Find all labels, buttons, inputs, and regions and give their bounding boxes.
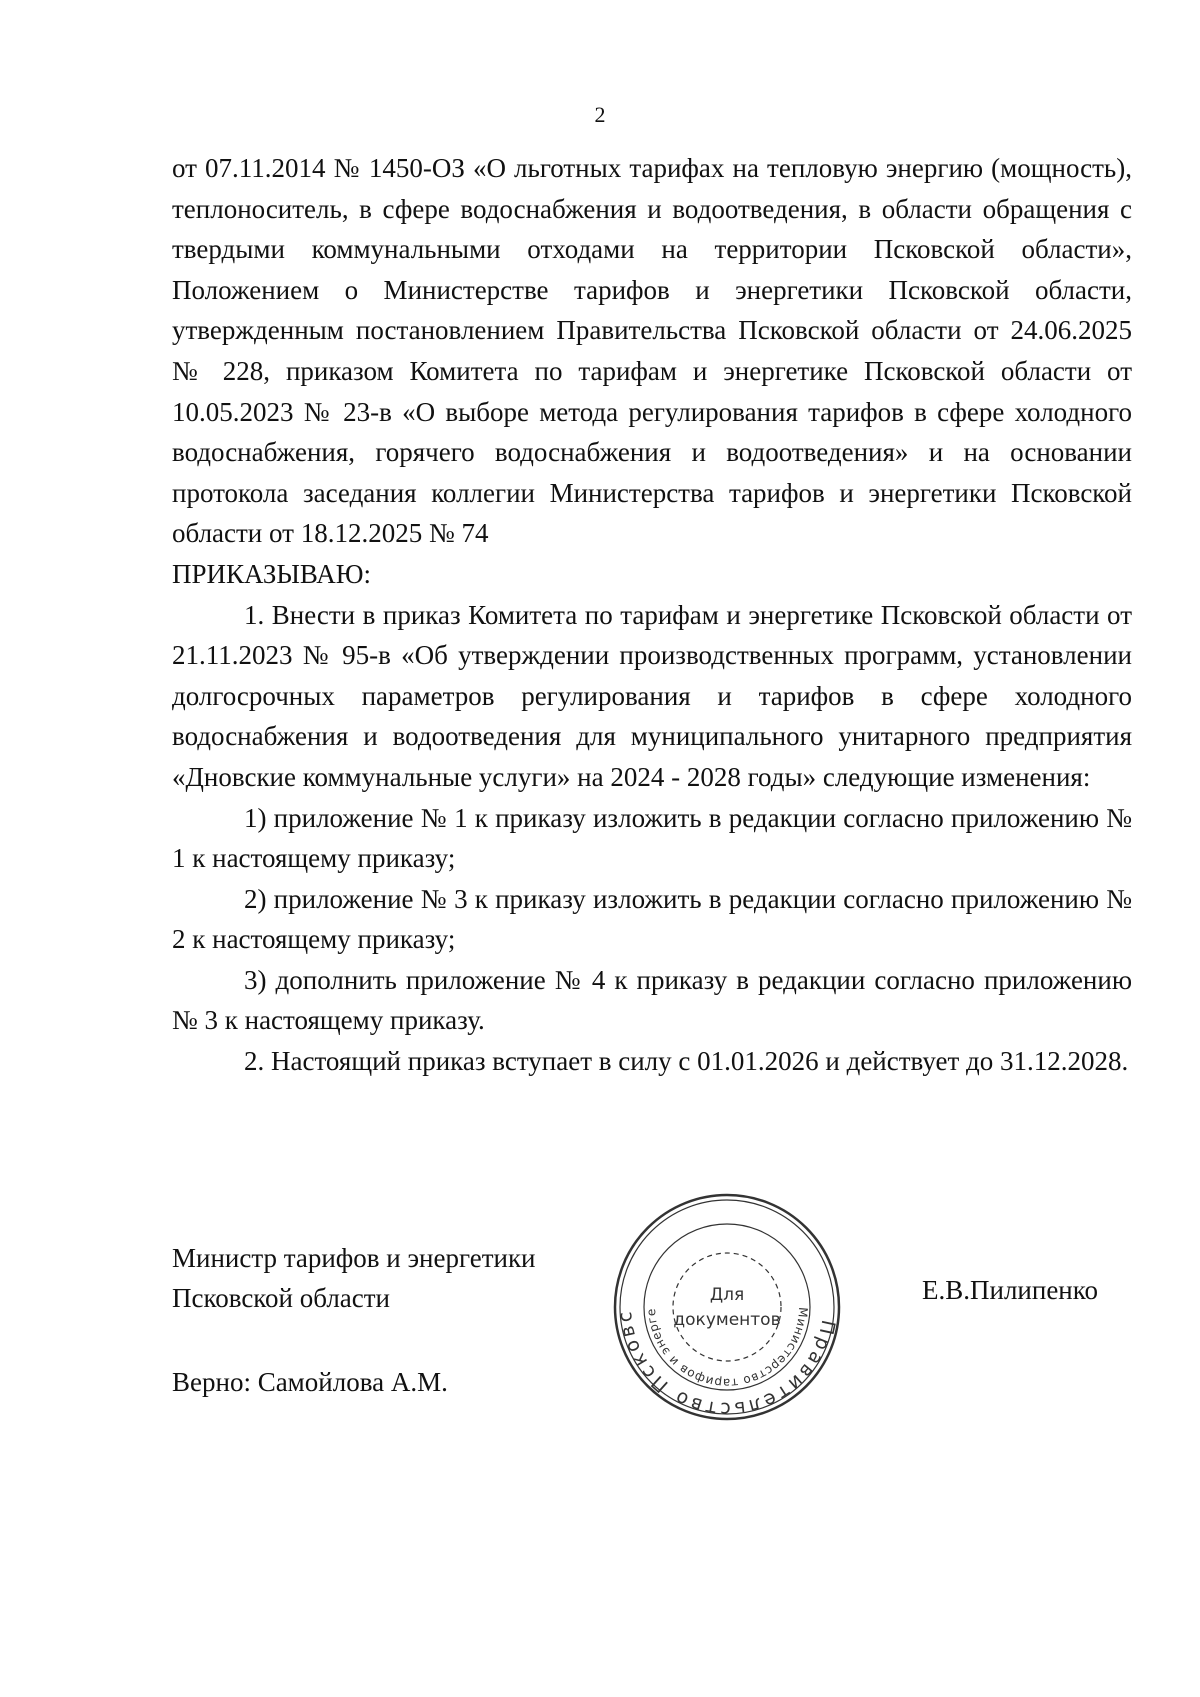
- signatory-name: Е.В.Пилипенко: [922, 1275, 1099, 1305]
- stamp-center-line-1: Для: [709, 1285, 745, 1305]
- stamp-outer-text: Правительство Псковс: [613, 1307, 840, 1421]
- page-number: 2: [594, 102, 606, 127]
- preamble-paragraph: от 07.11.2014 № 1450-ОЗ «О льготных тарифах на тепловую энергию (мощность), теплоноситель, в сфере водоснабжения и водоотведения, в области обращения с твердыми коммунальными отходами на территории Псковской области», Положением о Министерстве тарифов и энергетики Псковской области, утвержденным постановлением Правительства Псковской области от 24.06.2025 № 228, приказом Комитета по тарифам и энергетике Псковской области от 10.05.2023 № 23-в «О выборе метода регулирования тарифов в сфере холодного водоснабжения, горячего водоснабжения и водоотведения» и на основании протокола заседания коллегии Министерства тарифов и энергетики Псковской области от 18.12.2025 № 74: [172, 153, 1132, 549]
- signatory-position: [172, 1238, 536, 1318]
- stamp-center-line-2: документов: [673, 1310, 781, 1330]
- signatory-position-line-2: Псковской области: [172, 1283, 391, 1313]
- official-stamp: [612, 1192, 842, 1422]
- document-body: [172, 148, 1132, 1082]
- order-heading: ПРИКАЗЫВАЮ:: [172, 558, 371, 589]
- signatory-position-line-1: Министр тарифов и энергетики: [172, 1243, 536, 1273]
- order-item-1: 1. Внести в приказ Комитета по тарифам и энергетике Псковской области от 21.11.2023 № 95-в «Об утверждении производственных программ, установлении долгосрочных параметров регулирования и тарифов в сфере холодного водоснабжения и водоотведения для муниципального унитарного предприятия «Дновские коммунальные услуги» на 2024 - 2028 годы» следующие изменения:: [172, 599, 1132, 792]
- order-subitem-1: 1) приложение № 1 к приказу изложить в редакции согласно приложению № 1 к настоящему приказу;: [172, 802, 1132, 874]
- order-subitem-2: 2) приложение № 3 к приказу изложить в редакции согласно приложению № 2 к настоящему приказу;: [172, 883, 1132, 955]
- order-item-2: 2. Настоящий приказ вступает в силу с 01.01.2026 и действует до 31.12.2028.: [244, 1046, 1129, 1077]
- stamp-inner-text: Министерство тарифов и энерге: [643, 1306, 811, 1391]
- certified-copy-note: Верно: Самойлова А.М.: [172, 1367, 448, 1397]
- stamp-seal-icon: [612, 1192, 842, 1422]
- order-subitem-3: 3) дополнить приложение № 4 к приказу в редакции согласно приложению № 3 к настоящему приказу.: [172, 964, 1132, 1036]
